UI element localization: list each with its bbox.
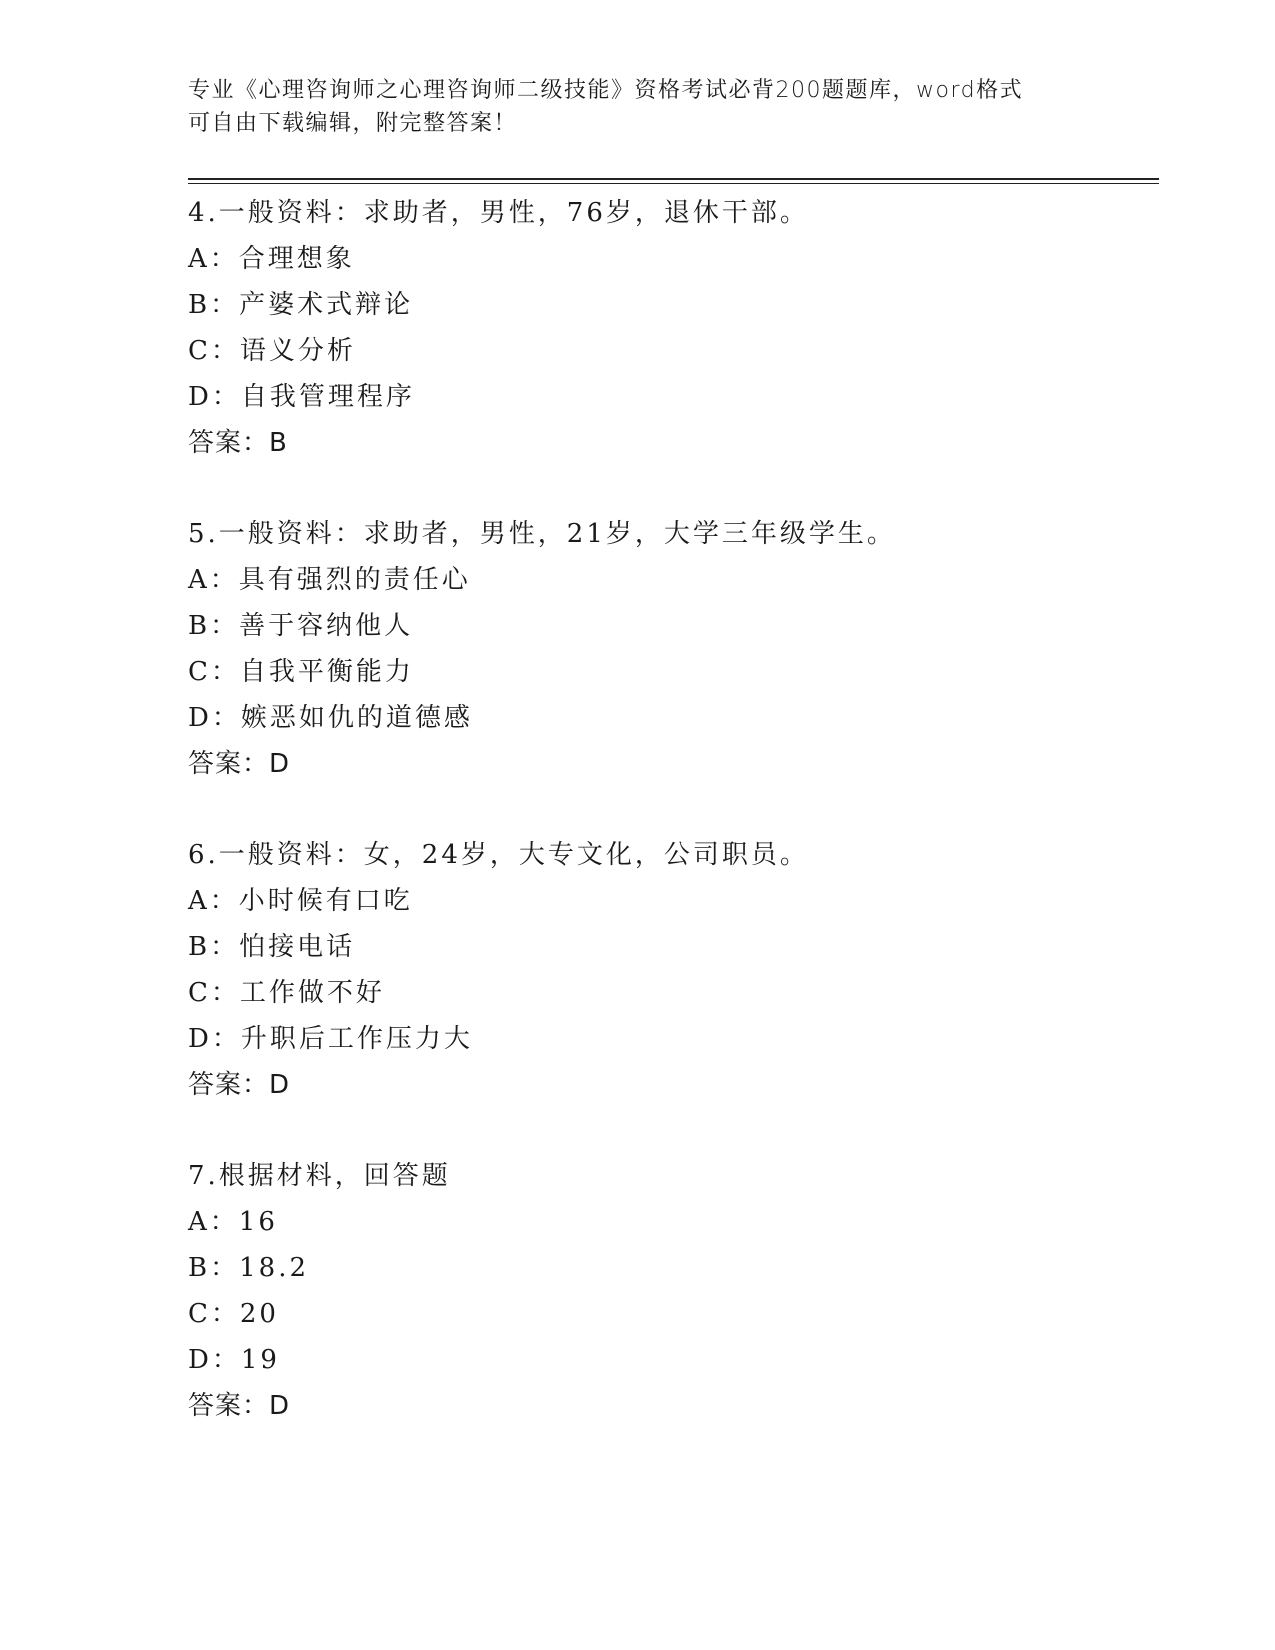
option-a: A：具有强烈的责任心 xyxy=(188,565,471,595)
option-a: A：16 xyxy=(188,1207,278,1237)
answer-line: 答案：D xyxy=(188,1391,291,1421)
question-5 xyxy=(188,511,1159,787)
answer-line: 答案：D xyxy=(188,1070,291,1100)
answer-line: 答案：B xyxy=(188,428,288,458)
question-stem: 5.一般资料：求助者，男性，21岁，大学三年级学生。 xyxy=(188,519,896,549)
option-c: C：20 xyxy=(188,1299,279,1329)
question-6 xyxy=(188,832,1159,1108)
question-4 xyxy=(188,190,1159,466)
answer-line: 答案：D xyxy=(188,749,291,779)
question-stem: 4.一般资料：求助者，男性，76岁，退休干部。 xyxy=(188,198,809,228)
option-b: B：18.2 xyxy=(188,1253,309,1283)
header-divider-thin xyxy=(188,183,1159,184)
option-a: A：小时候有口吃 xyxy=(188,886,413,916)
option-c: C：自我平衡能力 xyxy=(188,657,414,687)
option-d: D：19 xyxy=(188,1345,280,1375)
header-line-2: 可自由下载编辑，附完整答案！ xyxy=(188,111,518,136)
question-7 xyxy=(188,1153,1159,1429)
option-b: B：产婆术式辩论 xyxy=(188,290,414,320)
question-stem: 6.一般资料：女，24岁，大专文化，公司职员。 xyxy=(188,840,809,870)
document-header xyxy=(188,74,1088,140)
option-a: A：合理想象 xyxy=(188,244,355,274)
option-b: B：善于容纳他人 xyxy=(188,611,414,641)
option-d: D：嫉恶如仇的道德感 xyxy=(188,703,473,733)
header-line-1: 专业《心理咨询师之心理咨询师二级技能》资格考试必背200题题库，word格式 xyxy=(188,78,1024,103)
option-c: C：语义分析 xyxy=(188,336,356,366)
option-b: B：怕接电话 xyxy=(188,932,356,962)
header-divider-thick xyxy=(188,178,1159,180)
option-d: D：自我管理程序 xyxy=(188,382,415,412)
question-stem: 7.根据材料，回答题 xyxy=(188,1161,451,1191)
option-d: D：升职后工作压力大 xyxy=(188,1024,473,1054)
option-c: C：工作做不好 xyxy=(188,978,385,1008)
question-list xyxy=(188,190,1159,1429)
